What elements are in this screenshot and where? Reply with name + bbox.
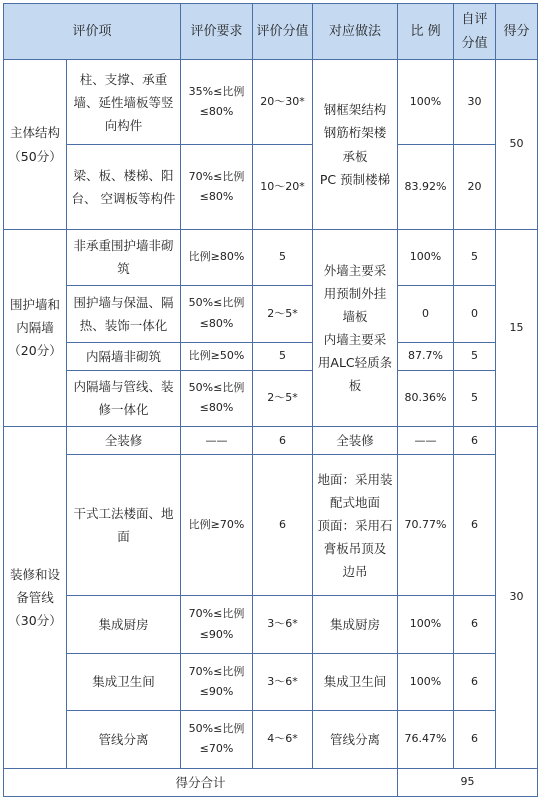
value-cell: 6 — [253, 455, 313, 596]
method-line: 板 — [348, 378, 362, 394]
category-cell — [4, 229, 67, 426]
req-line: 70%≤比例 — [188, 169, 245, 183]
requirement-cell: 比例≥70% — [181, 455, 253, 596]
table-row — [4, 596, 538, 653]
ratio-cell: 100% — [398, 653, 454, 710]
method-line: 地面：采用装 — [317, 471, 393, 487]
header-total: 得分 — [496, 4, 538, 60]
header-item: 评价项 — [4, 4, 181, 60]
ratio-cell: 80.36% — [398, 370, 454, 426]
total-cell: 15 — [496, 229, 538, 426]
method-line: 配式地面 — [330, 494, 381, 510]
method-cell — [313, 455, 398, 596]
req-line: ≤70% — [199, 742, 234, 756]
header-row — [4, 4, 538, 60]
category-points: （20分） — [8, 343, 62, 359]
method-line: 墙板 — [342, 308, 368, 324]
method-cell: 全装修 — [313, 427, 398, 455]
category-label: 装修和设备管线 — [9, 566, 60, 605]
method-line: 用预制外挂 — [323, 285, 387, 301]
self-score-cell: 6 — [454, 711, 496, 768]
method-cell — [313, 229, 398, 426]
req-line: ≤90% — [199, 627, 234, 641]
value-cell: 3～6* — [253, 653, 313, 710]
self-score-cell: 20 — [454, 145, 496, 230]
footer-row — [4, 768, 538, 796]
self-score-cell: 6 — [454, 455, 496, 596]
self-score-cell: 6 — [454, 653, 496, 710]
table-row — [4, 286, 538, 342]
ratio-cell: 0 — [398, 286, 454, 342]
requirement-cell — [181, 286, 253, 342]
requirement-cell: 比例≥80% — [181, 229, 253, 285]
self-score-cell: 6 — [454, 596, 496, 653]
req-line: ≤80% — [199, 105, 234, 119]
value-cell: 6 — [253, 427, 313, 455]
method-line: 外墙主要采 — [323, 262, 387, 278]
category-label: 主体结构 — [9, 125, 60, 141]
requirement-cell: —— — [181, 427, 253, 455]
method-cell: 集成厨房 — [313, 596, 398, 653]
item-cell: 非承重围护墙非砌筑 — [67, 229, 181, 285]
self-score-cell: 0 — [454, 286, 496, 342]
table-row — [4, 711, 538, 768]
req-line: 50%≤比例 — [188, 296, 245, 310]
header-method: 对应做法 — [313, 4, 398, 60]
ratio-cell: —— — [398, 427, 454, 455]
requirement-cell — [181, 145, 253, 230]
item-cell: 集成厨房 — [67, 596, 181, 653]
table-row — [4, 370, 538, 426]
table-row — [4, 60, 538, 145]
total-cell: 50 — [496, 60, 538, 229]
header-score-points: 评价分值 — [253, 4, 313, 60]
assessment-table — [3, 3, 538, 797]
table-row — [4, 427, 538, 455]
value-cell: 10～20* — [253, 145, 313, 230]
header-requirement: 评价要求 — [181, 4, 253, 60]
method-line: 用ALC轻质条 — [317, 355, 393, 371]
method-line: 膏板吊顶及 — [323, 540, 387, 556]
item-cell: 集成卫生间 — [67, 653, 181, 710]
method-cell — [313, 60, 398, 229]
header-ratio: 比 例 — [398, 4, 454, 60]
req-line: 70%≤比例 — [188, 607, 245, 621]
req-line: 50%≤比例 — [188, 722, 245, 736]
item-cell: 柱、支撑、承重墙、延性墙板等竖向构件 — [67, 60, 181, 145]
requirement-cell: 比例≥50% — [181, 342, 253, 370]
method-line: 承板 — [342, 148, 368, 164]
table-row — [4, 653, 538, 710]
ratio-cell: 83.92% — [398, 145, 454, 230]
self-score-cell: 30 — [454, 60, 496, 145]
table-row — [4, 145, 538, 230]
req-line: ≤90% — [199, 685, 234, 699]
requirement-cell — [181, 370, 253, 426]
item-cell: 内隔墙非砌筑 — [67, 342, 181, 370]
req-line: 70%≤比例 — [188, 664, 245, 678]
table-row — [4, 342, 538, 370]
ratio-cell: 76.47% — [398, 711, 454, 768]
item-cell: 干式工法楼面、地面 — [67, 455, 181, 596]
requirement-cell — [181, 60, 253, 145]
category-points: （30分） — [8, 612, 62, 628]
header-self-score: 自评分值 — [454, 4, 496, 60]
ratio-cell: 100% — [398, 596, 454, 653]
value-cell: 5 — [253, 342, 313, 370]
method-line: 内墙主要采 — [323, 331, 387, 347]
item-cell: 梁、板、楼梯、阳台、 空调板等构件 — [67, 145, 181, 230]
category-label: 围护墙和内隔墙 — [9, 297, 60, 336]
requirement-cell — [181, 711, 253, 768]
value-cell: 20～30* — [253, 60, 313, 145]
value-cell: 5 — [253, 229, 313, 285]
method-line: 顶面：采用石 — [317, 517, 393, 533]
req-line: 50%≤比例 — [188, 381, 245, 395]
item-cell: 围护墙与保温、隔热、装饰一体化 — [67, 286, 181, 342]
method-line: 钢筋桁架楼 — [323, 125, 387, 141]
value-cell: 2～5* — [253, 286, 313, 342]
self-score-cell: 6 — [454, 427, 496, 455]
value-cell: 3～6* — [253, 596, 313, 653]
table-row — [4, 229, 538, 285]
req-line: ≤80% — [199, 189, 234, 203]
method-line: 钢框架结构 — [323, 102, 387, 118]
value-cell: 2～5* — [253, 370, 313, 426]
category-points: （50分） — [8, 148, 62, 164]
method-cell: 集成卫生间 — [313, 653, 398, 710]
req-line: ≤80% — [199, 316, 234, 330]
self-score-cell: 5 — [454, 229, 496, 285]
method-cell: 管线分离 — [313, 711, 398, 768]
category-cell — [4, 427, 67, 769]
requirement-cell — [181, 653, 253, 710]
table-row — [4, 455, 538, 596]
item-cell: 全装修 — [67, 427, 181, 455]
ratio-cell: 70.77% — [398, 455, 454, 596]
method-line: 边吊 — [342, 564, 368, 580]
footer-label: 得分合计 — [4, 768, 398, 796]
value-cell: 4～6* — [253, 711, 313, 768]
self-score-cell: 5 — [454, 342, 496, 370]
self-score-cell: 5 — [454, 370, 496, 426]
footer-total: 95 — [398, 768, 538, 796]
total-cell: 30 — [496, 427, 538, 769]
method-line: PC 预制楼梯 — [319, 171, 391, 187]
req-line: 35%≤比例 — [188, 84, 245, 98]
ratio-cell: 100% — [398, 60, 454, 145]
requirement-cell — [181, 596, 253, 653]
req-line: ≤80% — [199, 401, 234, 415]
item-cell: 内隔墙与管线、装修一体化 — [67, 370, 181, 426]
ratio-cell: 87.7% — [398, 342, 454, 370]
ratio-cell: 100% — [398, 229, 454, 285]
category-cell — [4, 60, 67, 229]
item-cell: 管线分离 — [67, 711, 181, 768]
